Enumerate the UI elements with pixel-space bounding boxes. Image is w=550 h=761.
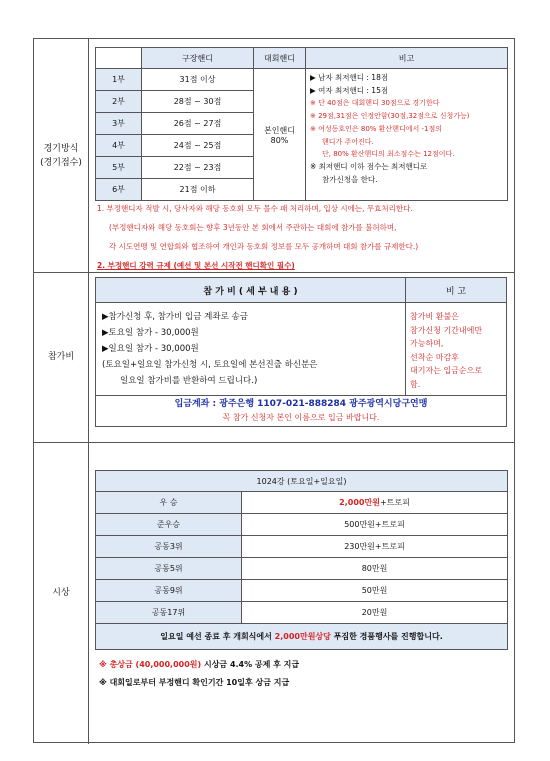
remark-line: ※ 여성동호인은 80% 환산핸디에서 -1점의 [310,124,442,133]
section-match-format [34,39,514,273]
total-prize: ※ 총상금 (40,000,000원) [99,660,202,669]
fee-line: (토요일+일요일 참가신청 시, 토요일에 본선진출 하신분은 [102,360,318,370]
score-cell: 24점 ~ 25점 [142,135,254,157]
fee-details [96,303,406,396]
prize-rank: 공동9위 [96,580,242,602]
prize-amount [242,492,508,514]
division-cell: 4부 [96,135,142,157]
handicap-line: 본인핸디 [264,125,295,135]
division-cell: 3부 [96,113,142,135]
remark-line: 가능하며, [410,339,444,348]
fee-details-header: 참 가 비 ( 세 부 내 용 ) [96,278,406,303]
handicap-cell [254,69,306,201]
prize-amount: 50만원 [242,580,508,602]
fee-line: ▶참가신청 후, 참가비 입금 계좌로 송금 [102,312,248,322]
remarks-list [310,72,503,186]
prize-amount: 80만원 [242,558,508,580]
account-number: 입금계좌 : 광주은행 1107-021-888284 광주광역시당구연맹 [174,399,428,409]
award-note: ※ 대회일로부터 부정핸디 확인기간 10일후 상금 지급 [99,678,290,687]
section-label [34,39,89,272]
remark-line: 함. [410,379,421,389]
remark-line: ※ 29점,31점은 인정안함(30점,32점으로 신청가능) [310,112,470,121]
label-line: 참가비 [47,352,75,362]
remark-line: 대기자는 입금순으로 [410,366,483,375]
label-line: 경기방식 [43,143,79,154]
fee-remarks [406,303,506,396]
penalty-note-strong: 2. 부정핸디 강력 규제 (예선 및 본선 시작전 핸디확인 필수) [97,261,295,270]
remark-line: ※ 최저핸디 이하 점수는 최저핸디로 [310,161,428,171]
prize-amount: 230만원+트로피 [242,536,508,558]
prize-amount-highlight: 2,000만원 [339,498,380,507]
score-cell: 22점 ~ 23점 [142,157,254,179]
header-remarks: 비고 [306,48,508,69]
document-page [33,38,515,743]
remark-line: 참가신청을 한다. [322,174,378,184]
label-line: 시상 [52,588,70,598]
footer-text: 푸짐한 경품행사를 진행합니다. [330,632,443,641]
fee-remarks-header: 비 고 [406,278,506,303]
division-cell: 6부 [96,179,142,201]
remark-line: 단, 80% 환산핸디의 최소점수는 12점이다. [322,150,455,159]
fee-line: ▶일요일 참가 - 30,000원 [102,344,199,354]
remark-line: 핸디가 주어진다. [322,137,374,146]
section-awards [34,442,514,744]
section-entry-fee [34,272,514,443]
remark-line: ▶ 여자 최저핸디 : 15점 [310,85,389,95]
remark-line: 선착순 마감후 [410,352,459,362]
prize-amount: 20만원 [242,602,508,624]
section-content [89,442,514,744]
prize-rank: 우 승 [96,492,242,514]
label-line: (경기점수) [40,157,82,168]
remark-line: 참가비 환불은 [410,312,459,321]
section-content [89,39,514,272]
remark-line: ▶ 남자 최저핸디 : 18점 [310,73,389,82]
prize-rank: 공동5위 [96,558,242,580]
prize-table-title: 1024강 (토요일+일요일) [96,471,508,492]
division-cell: 5부 [96,157,142,179]
account-note: 꼭 참가 신청자 본인 이름으로 입금 바랍니다. [222,413,380,422]
division-cell: 1부 [96,69,142,91]
score-cell: 28점 ~ 30점 [142,91,254,113]
penalty-note: (부정핸디자와 해당 동호회는 향후 3년동안 본 회에서 주관하는 대회에 참가를 불허하며, [109,223,397,232]
score-cell: 26점 ~ 27점 [142,113,254,135]
prize-amount: 500만원+트로피 [242,514,508,536]
entry-fee-box [95,277,507,427]
award-note-text: 시상금 4.4% 공제 후 지급 [201,660,300,669]
section-content [89,272,514,442]
penalty-note: 각 시도연맹 및 연합회와 협조하여 개인과 동호회 정보를 모두 공개하며 대회 참가를 규제한다.) [109,242,419,251]
bank-account [96,396,506,426]
header-blank [96,48,142,69]
prize-rank: 공동17위 [96,602,242,624]
score-cell: 21점 이하 [142,179,254,201]
penalty-note: 1. 부정핸디자 적발 시, 당사자와 해당 동호회 모두 몰수 패 처리하며, 입상 시에는, 무효처리한다. [97,204,413,213]
score-cell: 31점 이상 [142,69,254,91]
prize-rank: 공동3위 [96,536,242,558]
penalty-notes [97,199,510,275]
prize-extra: +트로피 [379,498,410,507]
remark-line: 참가신청 기간내에만 [410,325,483,335]
section-label [34,442,89,744]
section-label [34,272,89,442]
handicap-table [95,47,508,201]
prize-footer [96,624,508,650]
prize-table [95,470,508,650]
footer-text: 일요일 예선 종료 후 개회식에서 [160,632,275,641]
header-venue-handicap: 구장핸디 [142,48,254,69]
header-tournament-handicap: 대회핸디 [254,48,306,69]
fee-line: ▶토요일 참가 - 30,000원 [102,328,199,338]
footer-highlight: 2,000만원상당 [274,632,331,641]
award-notes [99,656,299,692]
division-cell: 2부 [96,91,142,113]
remarks-cell [306,69,508,201]
prize-rank: 준우승 [96,514,242,536]
fee-line: 일요일 참가비를 반환하여 드립니다.) [120,376,258,386]
remark-line: ※ 단 40점은 대회핸디 30점으로 경기한다 [310,99,440,108]
award-note [99,656,299,674]
handicap-line: 80% [270,135,289,145]
